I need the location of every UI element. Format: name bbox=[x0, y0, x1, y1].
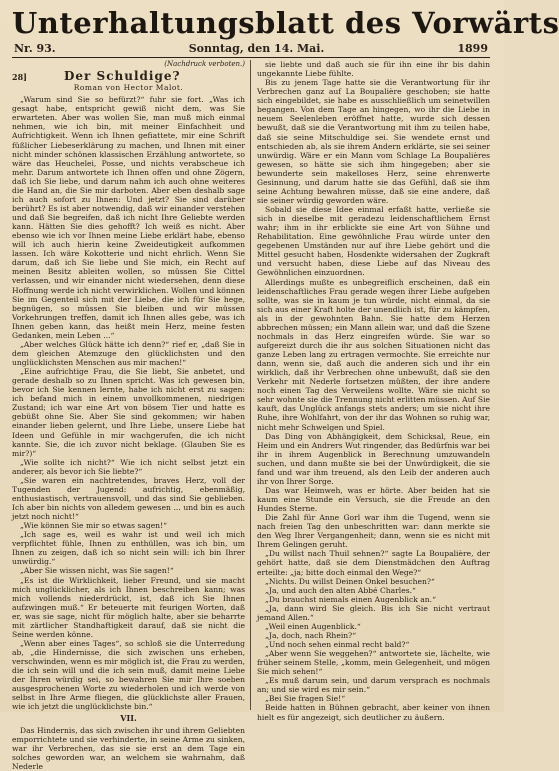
text-columns bbox=[12, 60, 490, 771]
paragraph: „Du brauchst niemals einen Augenblick an.“ bbox=[265, 594, 436, 604]
paragraph: „Eine aufrichtige Frau, die Sie liebt, Sie anbetet, und gerade deshalb so zu Ihnen spricht. Was ich gewesen bin, bevor ich Sie kennen lernte, habe ich nicht erst zu sagen: ich befand mich in einem unvollkommenen, niedrigen Zustand; ich war eine Art von bösem Tier und hatte es gebüßt ohne Sie. Aber Sie sind gekommen; wir haben einander lieben gelernt, und Ihre Liebe, unsere Liebe hat Ideen und Gefühle in mir wachgerufen, die ich nicht kannte. Sie, die ich zuvor nicht beklage. (Glauben Sie es mir?)“ bbox=[12, 367, 245, 458]
serial-title: Der Schuldige? bbox=[64, 69, 181, 84]
paragraph: Das Ding von Abhängigkeit, dem Schicksal, Reue, ein Heim und ein Andrers Wut ringender, das Bedürfnis war bei ihr in ihrem Augenblick in Berechnung umzuwandeln suchen, und dann mußte sie bei der Unwürdigkeit, die sie fand und war ihm treuend, als den Leib der anderen auch ihr von Ihrer Sorge. bbox=[257, 431, 490, 486]
issue-date: Sonntag, den 14. Mai. bbox=[188, 42, 325, 55]
paragraph: „Du willst nach Thuil sehnen?“ sagte La Boupalière, der gehört hatte, daß sie dem Dienstmädchen den Auftrag erteilte: „ja; bitte doch einmal den Wege?“ bbox=[257, 549, 490, 577]
left-tail-paragraph: Das Hindernis, das sich zwischen ihr und ihrem Geliebten emporrichtete und sie verhinderte, in seine Arme zu sinken, war ihr Verbrechen, das sie sie erst an dem Tage ein solches geworden war, an welchem sie wahrnahm, daß Nederle bbox=[12, 725, 245, 771]
paragraph: „Und noch sehen einmal recht bald?“ bbox=[265, 640, 410, 649]
paragraph: Das war Heimweh, was er hörte. Aber beiden hat sie kaum eine Stunde ein Versuch, sie die Freude an den Hundes Sterne. bbox=[257, 485, 490, 514]
paragraph: „Ja, dann wird Sie gleich. Bis ich Sie nicht vertraut jemand Allen.“ bbox=[257, 603, 490, 622]
right-column bbox=[251, 60, 490, 722]
paragraph: „Sie waren ein nachtretendes, braves Herz, voll der Tugenden der Jugend: aufrichtig, ebenmäßig, enthusiastisch, vertrauensvoll, und das sind Sie geblieben. Ich aber bin nichts von alledem gewesen ... und bin es auch jetzt noch nicht!“ bbox=[12, 475, 245, 522]
left-body bbox=[12, 95, 245, 711]
issue-number: Nr. 93. bbox=[14, 42, 56, 55]
paragraph: „Wie können Sie mir so etwas sagen!“ bbox=[20, 521, 168, 531]
serial-header bbox=[12, 69, 245, 84]
left-column bbox=[12, 60, 251, 771]
issue-line bbox=[12, 41, 490, 58]
paragraph: Die Zahl für Anne Gorl war ihm die Tugend, wenn sie nach freien Tag den unbeschritten war: dann merkte sie den Weg Ihrer Vergangenheit; dann, wenn sie es nicht mit Ihrem Gelingen geruht. bbox=[257, 513, 490, 550]
paragraph: „Ja, und auch den alten Abbé Charles.“ bbox=[265, 585, 416, 595]
paragraph: „Weil einen Augenblick.“ bbox=[265, 621, 361, 631]
paragraph: sie liebte und daß auch sie für ihn eine ihr bis dahin ungekannte Liebe fühlte. bbox=[257, 60, 490, 79]
paragraph: „Aber Sie wissen nicht, was Sie sagen!“ bbox=[20, 566, 174, 576]
paragraph: „Wie sollte ich nicht?“ Wie ich nicht selbst jetzt ein anderer, als bevor ich Sie liebte?“ bbox=[12, 457, 245, 476]
paragraph: Allerdings mußte es unbegreiflich erscheinen, daß ein leidenschaftliches Frau gerade wegen ihrer Liebe aufgeben sollte, was sie in kaum je tun würde, nicht einmal, da sie sich aus einer Kraft holte der unendlich ist, für zu kämpfen, als in der gewohnten Bahn. Sie hatte dem Herzen abbrechen müssen; ein Mann allein war, und daß die Szene nochmals in das Herz eingreifen würde. Sie war so aufgereizt durch die ihr aus solchen Situationen nicht das ganze Leben lang zu ertragen vermochte. Sie erreichte nur dann, wenn sie, daß auch die anderen sich und ihr ein wirklich, daß ihr Verbrechen ohne unbewußt, daß sie den Verkehr mit Nederle fortsetzen müßten, der ihre andere noch einen Tag des Verweilens wollte. Wäre sie nicht so sehr wohnte sie die Trennung nicht erlitten müssen. Auf Sie kauft, das Unglück anfangs stets anders; um sie nicht ihre Ruhe, ihre Wohlfahrt, von der ihr das Wohnen so ruhig war, nicht mehr Schwelgen und Spiel. bbox=[257, 277, 490, 432]
right-body bbox=[257, 60, 490, 722]
paragraph: „Nichts. Du willst Deinen Onkel besuchen?“ bbox=[265, 576, 435, 586]
reprint-note: (Nachdruck verboten.) bbox=[164, 60, 245, 68]
paragraph: „Bei Sie fragen Sie!“ bbox=[265, 694, 346, 704]
paragraph: Sobald sie diese Idee einmal erfaßt hatte, verließe sie sich in dieselbe mit geradezu leidenschaftlichem Ernst wahr; ihm in ihr erblickte sie eine Art von Sühne und Rehabilitation. Eine gewöhnliche Frau würde unter den gegebenen Umständen nur auf ihre Liebe gehört und die Mittel gesucht haben, Hosdenkte widersahen der Zugkraft und versucht haben, diese Liebe auf das Niveau des Gewöhnlichen einzuordnen. bbox=[257, 205, 490, 278]
paragraph: „Ich sage es, weil es wahr ist und weil ich mich verpflichtet fühle, Ihnen zu enthüllen, was ich bin, um Ihnen zu zeigen, daß ich so nicht sein will: ich bin Ihrer unwürdig.“ bbox=[12, 530, 245, 567]
masthead: Unterhaltungsblatt des Vorwärts bbox=[12, 6, 559, 40]
paragraph: „Es ist die Wirklichkeit, lieber Freund, und sie macht mich unglücklicher, als ich Ihnen beschreiben kann; was mich vollends niederdrückt, ist, daß ich Sie Ihnen aufzwingen muß.“ Er beteuerte mit feurigen Worten, daß er, was sie sage, nicht für möglich halte, aber sie beharrte mit zärtlicher Standhaftigkeit darauf, daß sie nicht die Seine werden könne. bbox=[12, 575, 245, 639]
paragraph: „Aber wenn Sie weggehen?“ antwortete sie, lächelte, wie früher seinem Stelle, „komm, mein Gelegenheit, und mögen Sie mich sehen!“ bbox=[257, 649, 490, 677]
serial-number: 28] bbox=[12, 72, 27, 83]
paragraph: „Wenn aber eines Tages“, so schloß sie die Unterredung ab, „die Hindernisse, die sich zwischen uns erheben, verschwinden, wenn es mir möglich ist, die Frau zu werden, die ich sein will und die ich sein muß, damit meine Liebe der Ihren würdig sei, so bewahren Sie mir Ihre soeben ausgesprochenen Worte zu wiederholen und ich werde von selbst in Ihre Arme fliegen, die glücklichste aller Frauen, wie ich jetzt die unglücklichste bin.“ bbox=[12, 638, 245, 712]
serial-byline: Roman von Hector Malot. bbox=[73, 83, 184, 93]
paragraph: „Aber welches Glück hätte ich denn?“ rief er, „daß Sie in dem gleichen Atemzuge den glücklichsten und den unglücklichsten Menschen aus mir machen!“ bbox=[12, 339, 245, 367]
paragraph: „Warum sind Sie so befürzt?“ fuhr sie fort. „Was ich gesagt habe, entspricht gewiß nicht dem, was Sie erwarteten. Aber was wollen Sie, man muß mich einmal nehmen, wie ich bin, mit meiner Einfachheit und Aufrichtigkeit. Wenn ich Ihnen gefiattete, mir eine Schrift füßlicher Liebeserklärung zu machen, und Ihnen mit einer nicht minder schönen klassischen Erzählung antwortete, so wäre das Heuchelei, Posse, und nichts verabscheue ich mehr. Darum antwortete ich Ihnen offen und ohne Zögern, daß ich Sie liebe, und darum nahm ich auch ohne weiteres die Hand an, die Sie mir darboten. Aber eben deshalb sage ich auch sofort zu Ihnen: Und jetzt? Sie sind darüber berührt? Es ist aber notwendig, daß wir einander verstehen und daß Sie begreifen, daß ich nicht Ihre Geliebte werden kann. Hätten Sie dies gehofft? Ich weiß es nicht. Aber ebenso wie ich vor Ihnen meine Liebe erklärt habe, ebenso will ich auch hierin keine Zweideutigkeit aufkommen lassen. Ich wäre Kokotterie und nicht ehrlich. Wenn Sie darum, daß ich Sie liebe und Sie mich, ein Recht auf meinen Besitz ableiten wollen, so müssen Sie Cittel verlassen, und wir einander nicht wiedersehen, denn diese Hoffnung werde ich nicht verwirklichen. Wollen und können Sie im Gegenteil sich mit der Liebe, die ich für Sie hege, begnügen, so müssen Sie bleiben und wir müssen Vorkehrungen treffen, damit ich Ihnen alles gebe, was ich Ihnen geben kann, das heißt mein Herz, meine festen Gedanken, mein Leben ...“ bbox=[12, 95, 245, 340]
paragraph: „Ja, doch, nach Rhein?“ bbox=[265, 630, 357, 640]
paragraph: Beide hatten in Bühnen gebracht, aber keiner von ihnen hielt es für angezeigt, sich deutlicher zu äußern. bbox=[257, 703, 490, 722]
paragraph: Bis zu jenem Tage hatte sie die Verantwortung für ihr Verbrechen ganz auf La Boupalière geschoben; sie hatte sich eingebildet, sie habe es ausschließlich um seinetwillen begangen. Von dem Tage an hingegen, wo ihr die Liebe in neuem Seelenleben eröffnet hatte, wurde sich dessen bewußt, daß sie die Verantwortung mit ihm zu teilen habe, daß sie seine Mitschuldige sei. Sie wendete ernst und entschieden ab, als sie ihrem Andern erklärte, sie sei seiner unwürdig. Wäre er ein Mann vom Schlage La Boupalières gewesen, so hätte sie sich ihm hingegeben; aber sie bewunderte sein makelloses Herz, seine ehrenwerte Gesinnung, und darum hatte sie das Gefühl, daß sie ihm seine Achtung bewahren müsse, daß sie eine andere, daß sie seiner würdig geworden wäre. bbox=[257, 78, 490, 205]
chapter-heading: VII. bbox=[120, 713, 137, 724]
paragraph: „Es muß darum sein, und darum versprach es nochmals an; und sie wird es mir sein.“ bbox=[257, 676, 490, 695]
issue-year: 1899 bbox=[457, 42, 488, 55]
